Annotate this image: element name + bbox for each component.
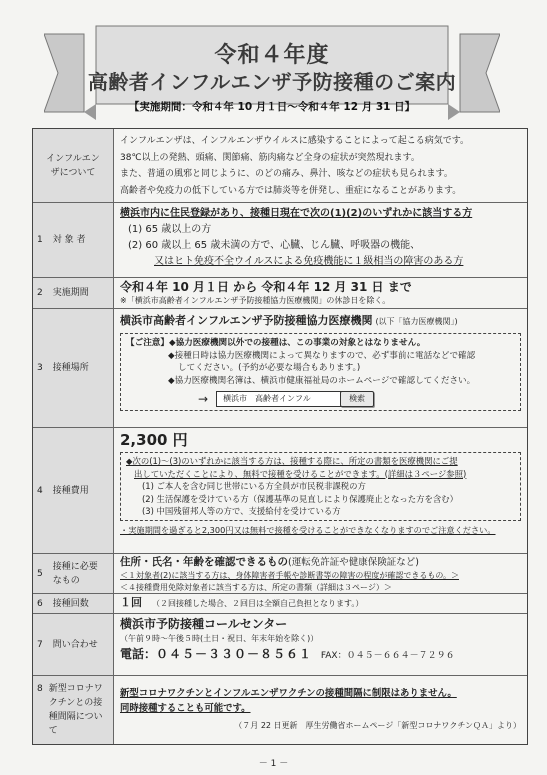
title-banner: [44, 12, 500, 124]
target-content: [114, 203, 527, 277]
about-text: [114, 129, 527, 202]
row-contact: [33, 614, 527, 676]
page-title: 高齢者インフルエンザ予防接種のご案内: [87, 70, 457, 94]
target-item-2-cont: 又はヒト免疫不全ウイルスによる免疫機能に１級相当の障害のある方: [154, 256, 464, 267]
tel-label: 電話：: [120, 647, 157, 661]
row-required-items: [33, 554, 527, 594]
about-line: また、普通の風邪と同じように、のどの痛み、鼻汁、咳などの症状も見られます。: [120, 169, 453, 179]
covid-line: 同時接種することも可能です。: [120, 703, 251, 714]
fee-warning: ・実施期間を過ぎると2,300円又は無料で接種を受けることができなくなりますのでご注意ください。: [120, 524, 496, 535]
implementation-period: 【実施期間：令和４年 10 月１日～令和４年 12 月 31 日】: [128, 101, 416, 113]
items-content: [114, 554, 527, 593]
exemption-line: 出していただくことにより、無料で接種を受けることができます。(詳細は３ページ参照): [134, 468, 467, 479]
place-content: [114, 309, 527, 427]
items-note: ＜４接種費用免除対象者に該当する方は、所定の書類（詳細は３ページ）＞: [120, 583, 392, 592]
row-label: 2 実施期間: [33, 278, 114, 308]
caution-line: ◆接種日時は協力医療機関によって異なりますので、必ず事前に電話などで確認: [168, 350, 476, 361]
caution-line: してください。(予約が必要な場合もあります。): [178, 363, 361, 373]
target-item-2: (2) 60 歳以上 65 歳未満の方で、心臓、じん臓、呼吸器の機能、: [128, 240, 421, 251]
exemption-item: (2) 生活保護を受けている方（保護基準の見直しにより保護廃止となった方を含む）: [142, 493, 459, 504]
covid-source: （７月 22 日更新 厚生労働省ホームページ「新型コロナワクチンＱＡ」より）: [234, 721, 521, 730]
row-covid-interval: [33, 676, 527, 744]
period-note: ※「横浜市高齢者インフルエンザ予防接種協力医療機関」の休診日を除く。: [120, 296, 391, 305]
row-label: 3 接種場所: [33, 309, 114, 427]
row-label: インフルエンザについて: [33, 129, 114, 202]
about-line: インフルエンザは、インフルエンザウイルスに感染することによって起こる病気です。: [120, 136, 470, 146]
target-lead: 横浜市内に住民登録があり、接種日現在で次の(1)(2)のいずれかに該当する方: [120, 208, 473, 219]
count-main: １回: [120, 596, 142, 609]
caution-line: ◆協力医療機関名簿は、横浜市健康福祉局のホームページで確認してください。: [168, 375, 476, 386]
covid-content: [114, 676, 527, 744]
caution-box: [120, 333, 521, 411]
call-center-name: 横浜市予防接種コールセンター: [120, 617, 288, 631]
row-period: [33, 278, 527, 309]
about-line: 38℃以上の発熱、頭痛、関節痛、筋肉痛など全身の症状が突然現れます。: [120, 152, 420, 163]
period-content: [114, 278, 527, 308]
row-label: 4 接種費用: [33, 428, 114, 553]
row-count: [33, 594, 527, 614]
fee-content: [114, 428, 527, 553]
fee-exemption-box: [120, 452, 521, 521]
info-table: [32, 128, 528, 745]
row-target: [33, 203, 527, 278]
count-content: [114, 594, 527, 613]
search-button[interactable]: 検索: [340, 391, 374, 407]
row-about-influenza: [33, 129, 527, 203]
about-line: 高齢者や免疫力の低下している方では肺炎等を併発し、重症になることがあります。: [120, 185, 462, 196]
search-row: [126, 391, 515, 407]
covid-line: 新型コロナワクチンとインフルエンザワクチンの接種間隔に制限はありません。: [120, 688, 457, 699]
row-place: [33, 309, 527, 428]
arrow-icon: →: [198, 391, 209, 406]
exemption-item: (3) 中国残留邦人等の方で、支援給付を受けている方: [142, 506, 341, 516]
target-item-1: (1) 65 歳以上の方: [128, 224, 212, 235]
exemption-item: (1) ご本人を含む同じ世帯にいる方全員が市民税非課税の方: [142, 481, 366, 491]
items-note: ＜１対象者(2)に該当する方は、身体障害者手帳や診断書等の障害の程度が確認できるもの。＞: [120, 571, 460, 580]
contact-content: [114, 614, 527, 675]
row-label: 7 問い合わせ: [33, 614, 114, 675]
row-label: 1 対 象 者: [33, 203, 114, 277]
row-label: 5 接種に必要なもの: [33, 554, 114, 593]
title-year: 令和４年度: [214, 43, 330, 68]
place-main: 横浜市高齢者インフルエンザ予防接種協力医療機関: [120, 314, 373, 327]
fee-amount: 2,300 円: [120, 431, 188, 449]
count-note: （２回接種した場合、２回目は全額自己負担となります。）: [152, 599, 364, 608]
page-number: － 1 －: [258, 759, 289, 769]
caution-head: 【ご注意】◆協力医療機関以外での接種は、この事業の対象とはなりません。: [126, 338, 426, 348]
row-label: 6 接種回数: [33, 594, 114, 613]
search-input[interactable]: 横浜市 高齢者インフル: [216, 391, 342, 407]
place-suffix: (以下「協力医療機関」): [375, 317, 458, 326]
tel-number[interactable]: ０４５－３３０－８５６１: [156, 647, 313, 661]
row-fee: [33, 428, 527, 554]
call-center-hours: （午前９時～午後５時(土日・祝日、年末年始を除く)）: [120, 634, 319, 643]
row-label: 8 新型コロナワクチンとの接種間隔について: [33, 676, 114, 744]
items-suffix: (運転免許証や健康保険証など): [288, 557, 419, 568]
fax-number: FAX：０４５－６６４－７２９６: [320, 651, 455, 661]
period-dates: 令和４年 10 月１日 から 令和４年 12 月 31 日 まで: [120, 280, 412, 294]
exemption-line: ◆次の(1)～(3)のいずれかに該当する方は、接種する際に、所定の書類を医療機関にご提: [126, 456, 458, 466]
items-main: 住所・氏名・年齢を確認できるもの: [120, 556, 288, 568]
